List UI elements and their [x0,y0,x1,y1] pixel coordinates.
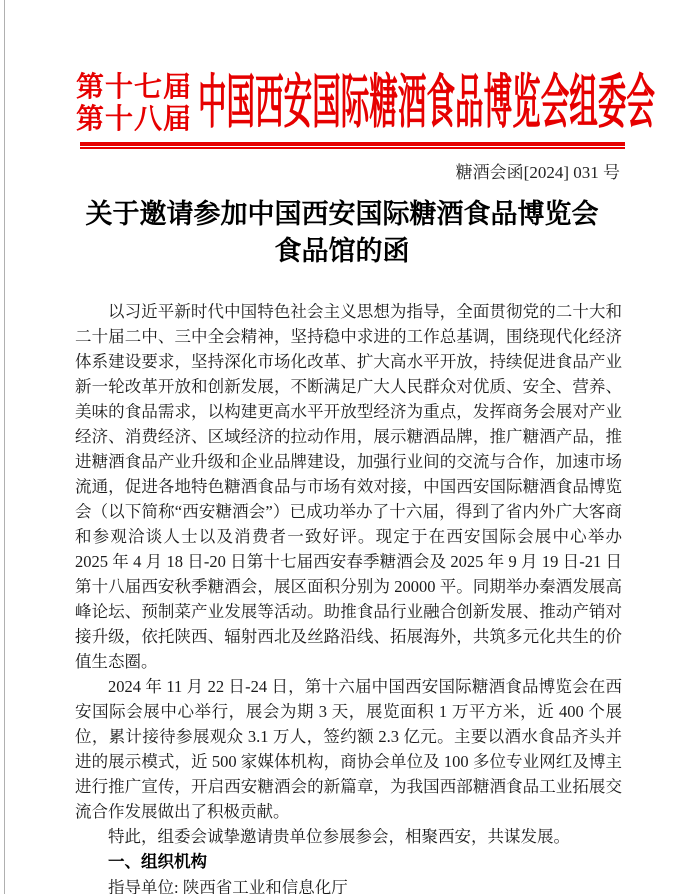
edition-line-17th: 第十七届 [76,72,193,103]
body-paragraph-2: 2024 年 11 月 22 日-24 日，第十六届中国西安国际糖酒食品博览会在西安国际会展中心举行，展会为期 3 天，展览面积 1 万平方米，近 400 个展位，累计接待参展观众 3.1 万人，签约额 2.3 亿元。主要以酒水食品齐头并进的展示模式，近 500 家媒体机构，商协会单位及 100 多位专业网红及博主进行推广宣传，开启西安糖酒会的新篇章，为我国西部糖酒食品工业拓展交流合作发展做出了积极贡献。 [75,677,622,821]
document-title-line2: 食品馆的函 [274,236,410,266]
divider-thick-line [80,142,625,146]
document-number: 糖酒会函[2024] 031 号 [455,163,620,182]
organizing-committee-name: 中国西安国际糖酒食品博览会组委会 [198,71,655,137]
edition-numbers [76,72,192,136]
document-title-line1: 关于邀请参加中国西安国际糖酒食品博览会 [85,199,599,229]
document-title [0,196,684,270]
closing-sentence: 特此，组委会诚挚邀请贵单位参展参会，相聚西安，共谋发展。 [108,827,570,846]
edition-line-18th: 第十八届 [76,104,193,135]
document-body [0,299,684,894]
guiding-unit-line: 指导单位: 陕西省工业和信息化厅 [108,878,348,894]
body-paragraph-1: 以习近平新时代中国特色社会主义思想为指导，全面贯彻党的二十大和二十届二中、三中全会精神，坚持稳中求进的工作总基调，围绕现代化经济体系建设要求，坚持深化市场化改革、扩大高水平开放，持续促进食品产业新一轮改革开放和创新发展，不断满足广大人民群众对优质、安全、营养、美味的食品需求，以构建更高水平开放型经济为重点，发挥商务会展对产业经济、消费经济、区域经济的拉动作用，展示糖酒品牌，推广糖酒产品，推进糖酒食品产业升级和企业品牌建设，加强行业间的交流与合作，加速市场流通，促进各地特色糖酒食品与市场有效对接，中国西安国际糖酒食品博览会（以下简称“西安糖酒会”）已成功举办了十六届，得到了省内外广大客商和参观洽谈人士以及消费者一致好评。现定于在西安国际会展中心举办 2025 年 4 月 18 日-20 日第十七届西安春季糖酒会及 2025 年 9 月 19 日-21 日第十八届西安秋季糖酒会，展区面积分别为 20000 平。同期举办秦酒发展高峰论坛、预制菜产业发展等活动。助推食品行业融合创新发展、推动产销对接升级，依托陕西、辐射西北及丝路沿线、拓展海外，共筑多元化共生的价值生态圈。 [75,302,622,671]
letterhead [0,0,684,142]
divider-thin-line [80,147,625,149]
section-heading-organization: 一、组织机构 [108,853,207,871]
letterhead-divider [80,142,625,149]
page-edge-line [4,0,5,894]
